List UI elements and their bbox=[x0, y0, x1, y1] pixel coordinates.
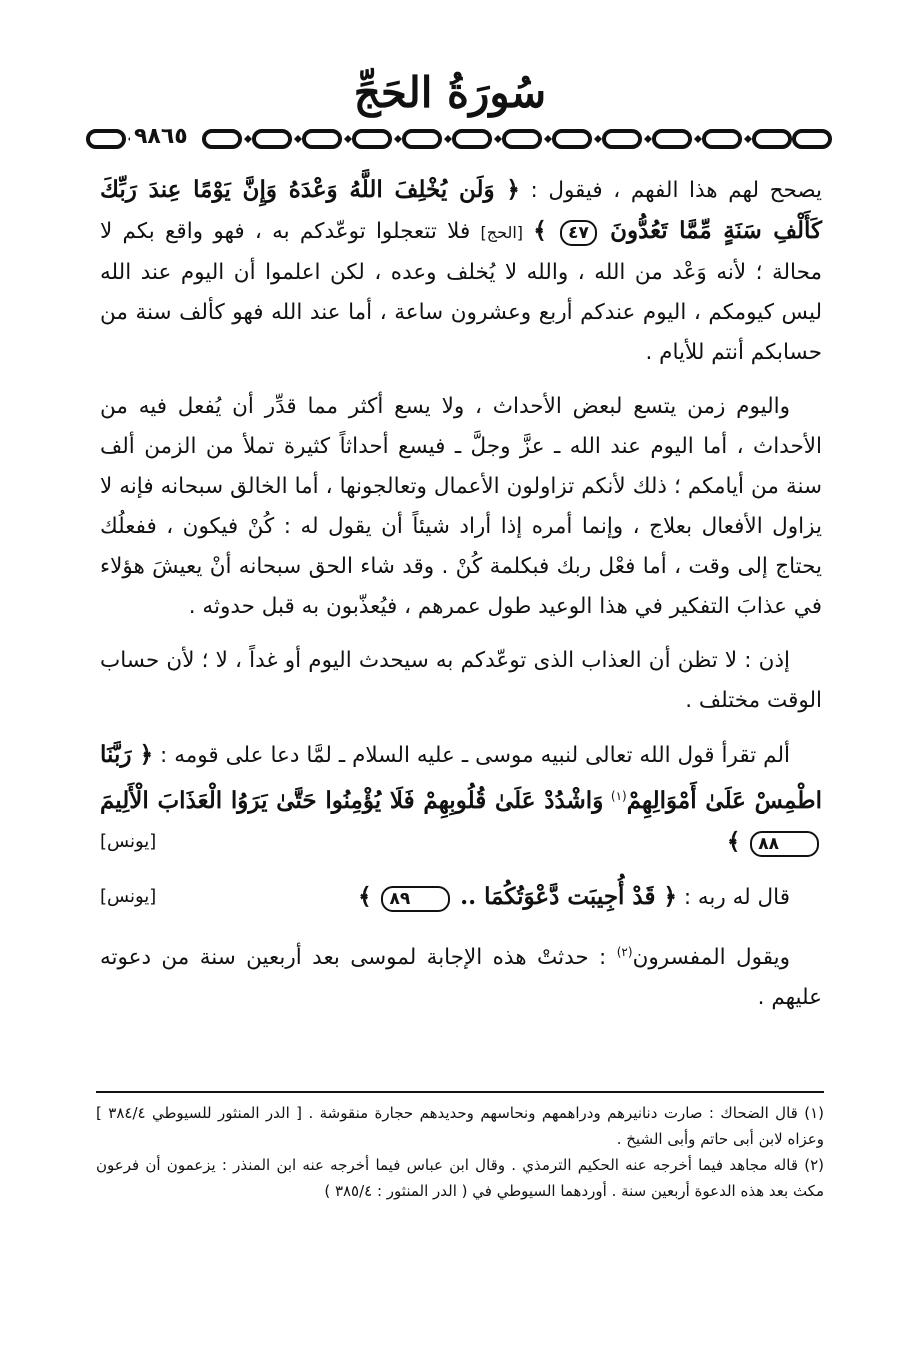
footnote-2: (٢) قاله مجاهد فيما أخرجه عنه الحكيم الترمذي . وقال ابن عباس فيما أخرجه عنه ابن المنذر : يزعمون أن فرعون مكث بعد هذه الدعوة أربعين سنة . أوردهما السيوطي في ( الدر المنثور : ٣٨٥/٤ ) bbox=[96, 1156, 824, 1200]
footnote-1: (١) قال الضحاك : صارت دنانيرهم ودراهمهم ونحاسهم وحديدهم حجارة منقوشة . [ الدر المنثور للسيوطي ٣٨٤/٤ ] وعزاه لابن أبى حاتم وأبى الشيخ . bbox=[96, 1104, 824, 1148]
ayah-number: ٨٩ bbox=[381, 886, 450, 912]
page-number: ٩٨٦٥ bbox=[130, 124, 192, 149]
ayah-number: ٨٨ bbox=[750, 831, 819, 857]
ayah-number: ٤٧ bbox=[560, 220, 597, 246]
paragraph-1 bbox=[100, 170, 822, 373]
main-text bbox=[100, 170, 822, 1018]
paragraph-2: واليوم زمن يتسع لبعض الأحداث ، ولا يسع أكثر مما قدِّر أن يُفعل فيه من الأحداث ، أما اليوم عند الله ـ عزَّ وجلَّ ـ فيسع أحداثاً كثيرة تملأ من الزمن ألف سنة من أيامكم ؛ ذلك لأنكم تزاولون الأعمال وتعالجونها ، أما الخالق سبحانه فإنه لا يزاول الأفعال بعلاج ، وإنما أمره إذا أراد شيئاً أن يقول له : كُنْ فيكون ، ففعلُك يحتاج إلى وقت ، أما فعْل ربك فبكلمة كُنْ . وقد شاء الحق سبحانه أنْ يعيشَ هؤلاء في عذابَ التفكير في هذا الوعيد طول عمرهم ، فيُعذّبون به قبل حدوثه . bbox=[100, 394, 822, 619]
quran-verse-yunus-89: ﴿ قَدْ أُجِيبَت دَّعْوَتُكُمَا .. bbox=[460, 883, 677, 911]
footnote-divider bbox=[96, 1091, 824, 1093]
paragraph-3: إذن : لا تظن أن العذاب الذى توعّدكم به سيحدث اليوم أو غداً ، لا ؛ لأن حساب الوقت مختلف . bbox=[100, 648, 822, 713]
quran-close-bracket: ﴾ bbox=[533, 217, 547, 244]
verse-source: [يونس] bbox=[100, 831, 157, 853]
paragraph-6 bbox=[100, 932, 822, 1018]
paragraph-4 bbox=[100, 735, 822, 863]
paragraph-5 bbox=[100, 877, 822, 918]
quran-verse-yunus-88: ﴿ رَبَّنَا اطْمِسْ عَلَىٰ أَمْوَالِهِمْ bbox=[100, 741, 822, 815]
quran-close-bracket: ﴾ bbox=[726, 828, 741, 856]
quran-verse-yunus-88-cont: وَاشْدُدْ عَلَىٰ قُلُوبِهِمْ فَلَا يُؤْمِنُوا حَتَّىٰ يَرَوُا الْعَذَابَ الْأَلِيمَ bbox=[100, 787, 604, 815]
quran-close-bracket: ﴾ bbox=[358, 883, 372, 911]
verse-source: [الحج] bbox=[480, 223, 524, 242]
surah-title: سُورَةُ الحَجِّ bbox=[353, 68, 547, 117]
footnote-ref-1: (١) bbox=[610, 789, 627, 803]
paragraph-6-rest: : حدثتْ هذه الإجابة لموسى بعد أربعين سنة من دعوته عليهم . bbox=[100, 945, 822, 1011]
verse-source: [يونس] bbox=[100, 886, 157, 908]
decorative-border bbox=[84, 118, 834, 160]
paragraph-1-intro: يصحح لهم هذا الفهم ، فيقول : bbox=[530, 178, 822, 203]
footnote-ref-2: (٢) bbox=[616, 945, 633, 960]
quran-verse-hajj-47: ﴿ وَلَن يُخْلِفَ اللَّهُ وَعْدَهُ وَإِنَّ يَوْمًا عِندَ رَبِّكَ كَأَلْفِ سَنَةٍ مِّمَّا تَعُدُّونَ bbox=[100, 176, 822, 244]
paragraph-5-intro: قال له ربه : bbox=[683, 885, 790, 911]
footnotes bbox=[96, 1100, 824, 1204]
paragraph-6-intro: ويقول المفسرون bbox=[632, 945, 790, 971]
paragraph-1-rest: فلا تتعجلوا توعّدكم به ، فهو واقع بكم لا محالة ؛ لأنه وَعْد من الله ، والله لا يُخلف وعده ، لكن اعلموا أن اليوم عند الله ليس كيومكم ، اليوم عندكم أربع وعشرون ساعة ، أما عند الله فهو كألف سنة من حسابكم أنتم للأيام . bbox=[100, 219, 822, 365]
paragraph-4-intro: ألم تقرأ قول الله تعالى لنبيه موسى ـ عليه السلام ـ لمَّا دعا على قومه : bbox=[160, 743, 790, 768]
